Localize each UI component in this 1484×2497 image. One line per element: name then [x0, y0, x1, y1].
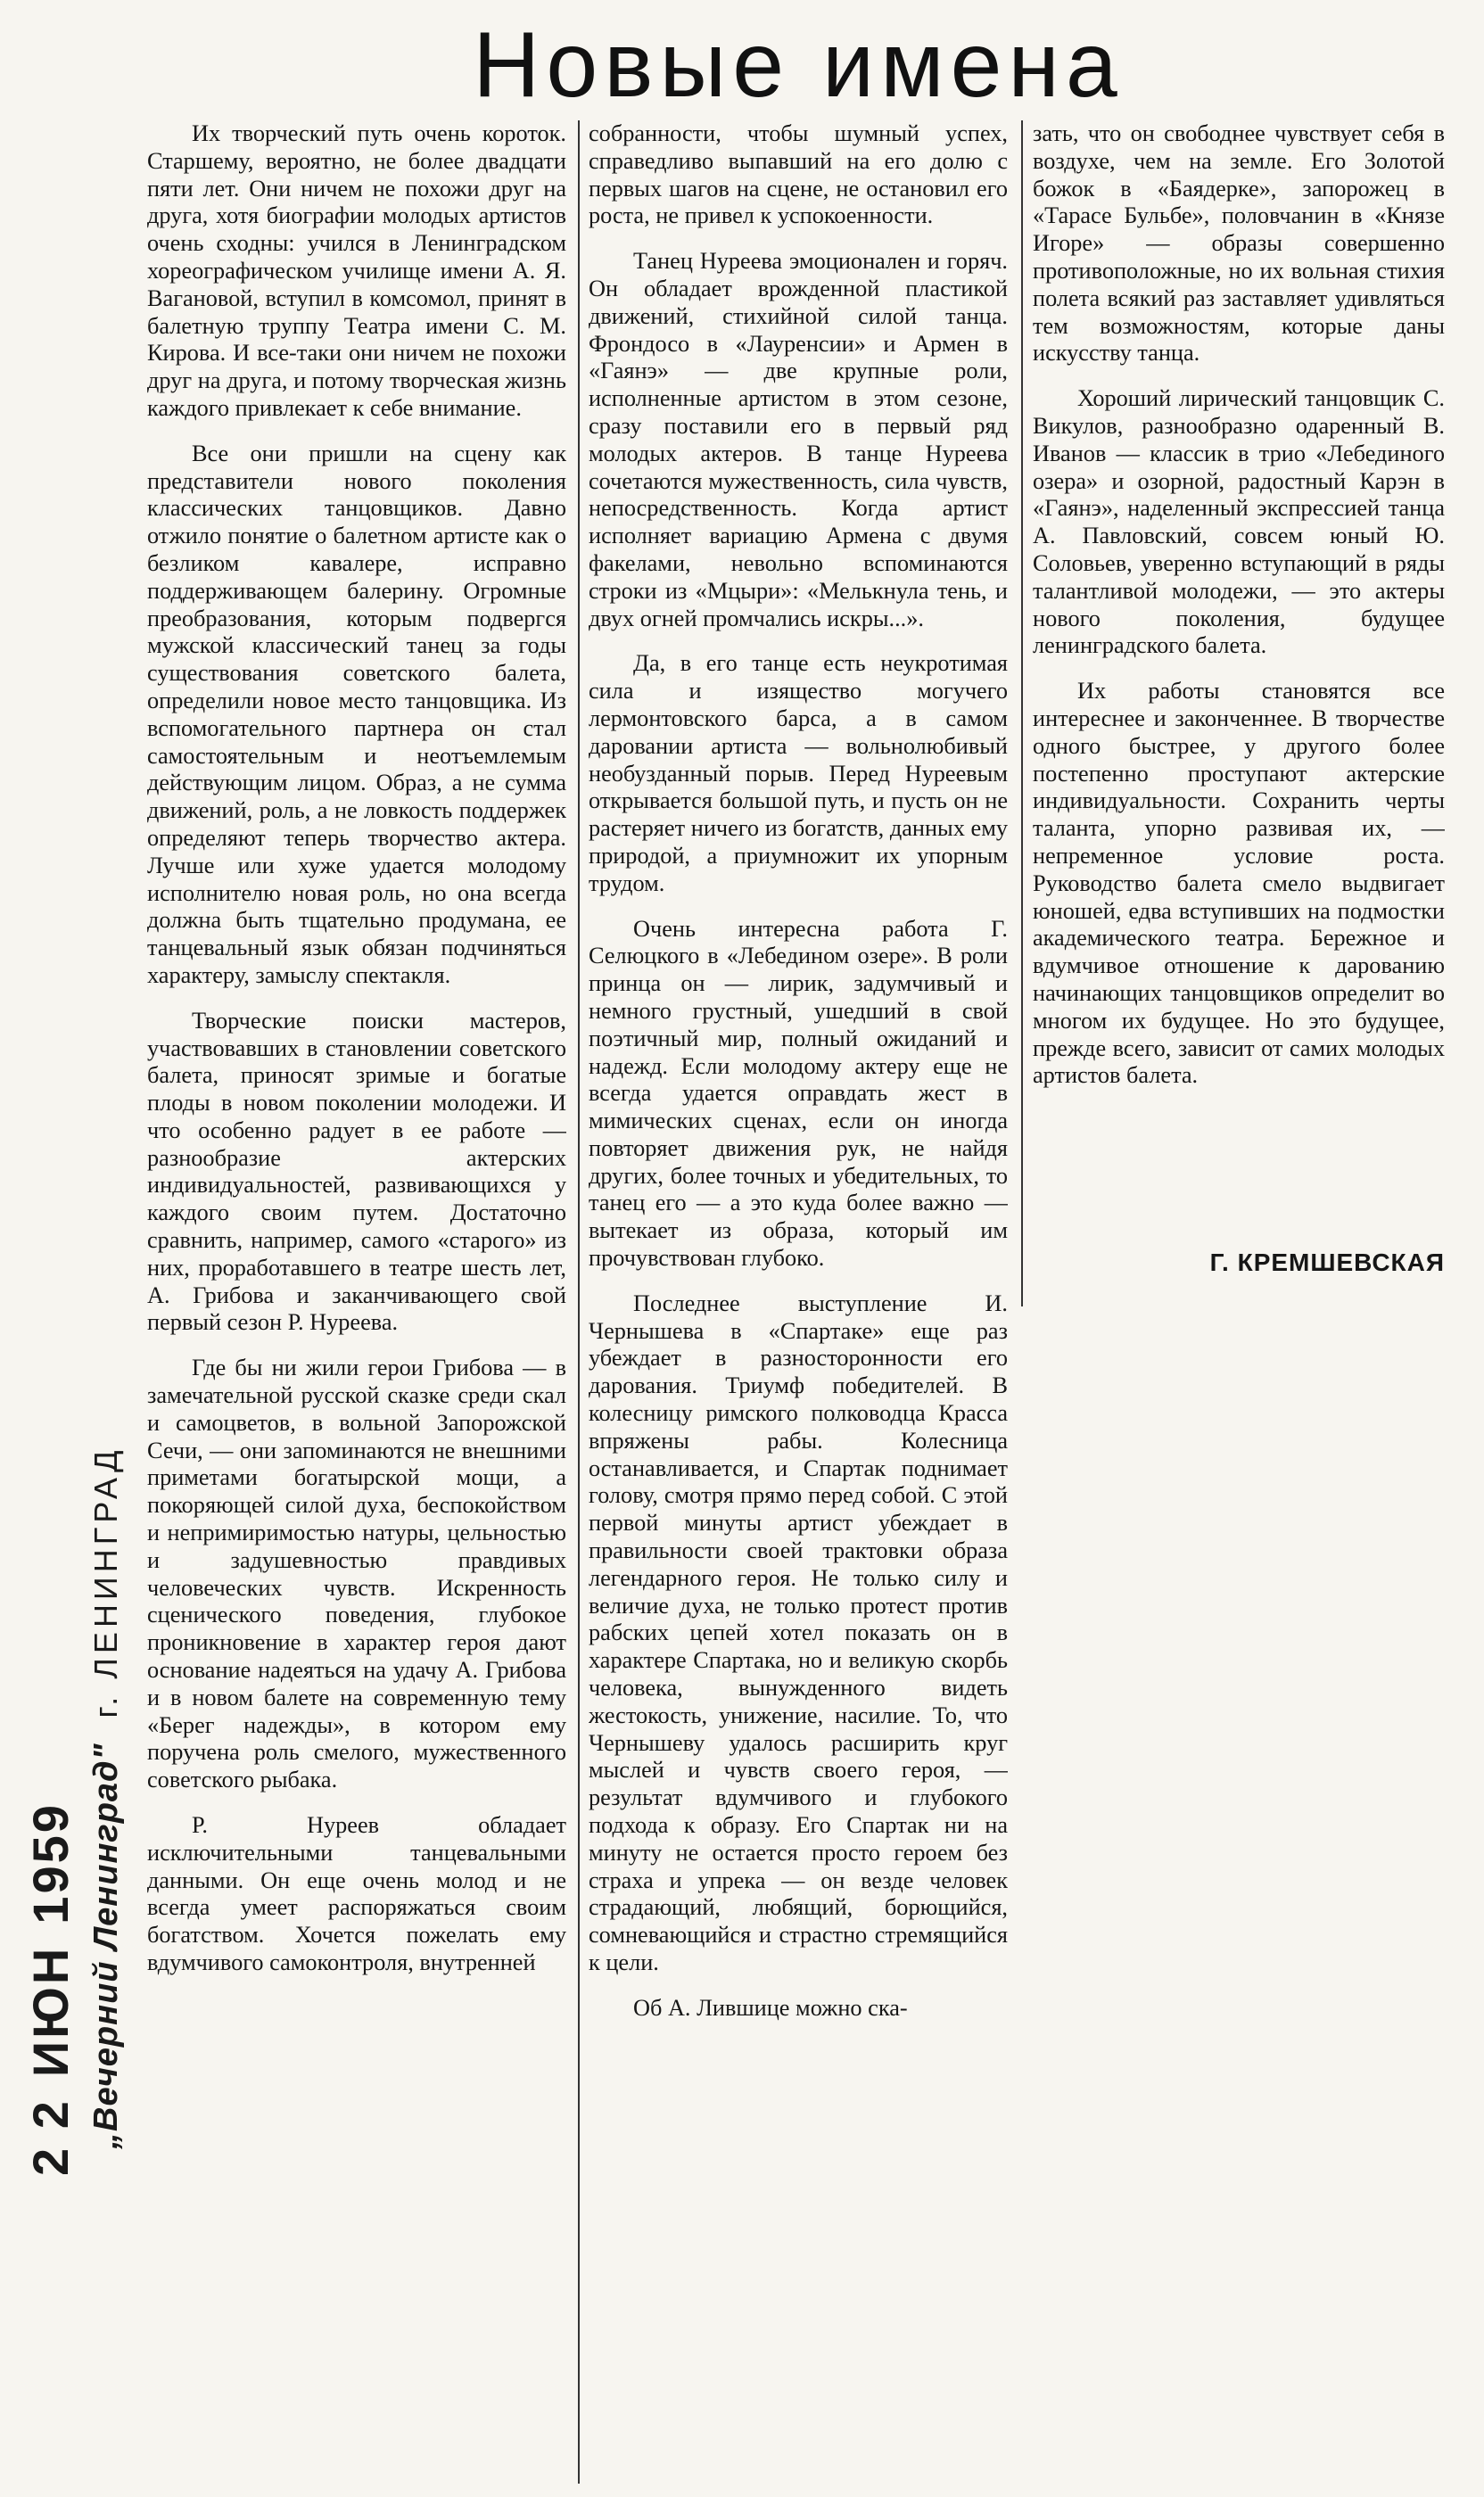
column-divider: [1021, 120, 1023, 1306]
paragraph: Творческие поиски мастеров, участвовавших в становлении советского балета, приносят зримые и богатые плоды в новом поколении молодежи. И что особенно радует в ее работе — разнообразие актерских индивидуальностей, развивающихся у каждого своим путем. Достаточно сравнить, например, самого «старого» из них, проработавшего в театре шесть лет, А. Грибова и заканчивающего свой первый сезон Р. Нуреева.: [147, 1007, 566, 1336]
article-column-1: [147, 120, 566, 2497]
author-signature: Г. КРЕМШЕВСКАЯ: [1209, 1248, 1445, 1276]
stamp-date: [22, 1446, 79, 2177]
paragraph: Р. Нуреев обладает исключительными танцевальными данными. Он еще очень молод и не всегда умеет распоряжаться своим богатством. Хочется пожелать ему вдумчивого самоконтроля, внутренней: [147, 1812, 566, 1975]
paragraph: Их работы становятся все интереснее и законченнее. В творчестве одного быстрее, у другого более постепенно проступают актерские индивидуальности. Сохранить черты таланта, упорно развивая их, — непременное условие роста. Руководство балета смело выдвигает юношей, едва вступивших на подмостки академического театра. Бережное и вдумчивое отношение к дарованию начинающих танцовщиков определит во многом их будущее. Но это будущее, прежде всего, зависит от самих молодых артистов балета.: [1033, 678, 1445, 1089]
paragraph: Хороший лирический танцовщик С. Викулов, разнообразно одаренный В. Иванов — классик в трио «Лебединого озера» и озорной, радостный Карэн в «Гаянэ», наделенный экспрессией танца А. Павловский, совсем юный Ю. Соловьев, уверенно вступающий в ряды талантливой молодежи, — это актеры нового поколения, будущее ленинградского балета.: [1033, 385, 1445, 659]
paragraph: Об А. Лившице можно ска-: [633, 1994, 908, 2021]
column-divider: [578, 120, 580, 2484]
paragraph: Танец Нуреева эмоционален и горяч. Он обладает врожденной пластикой движений, стихийной силой танца. Фрондосо в «Лауренсии» и Армен в «Гаянэ» — две крупные роли, исполненные артистом в этом сезоне, сразу поставили его в первый ряд молодых актеров. В танце Нуреева сочетаются мужественность, сила чувств, непосредственность. Когда артист исполняет вариацию Армена с двумя факелами, невольно вспоминаются строки из «Мцыри»: «Мелькнула тень, и двух огней промчались искры...».: [589, 248, 1008, 631]
stamp-month: ИЮН: [22, 1945, 78, 2078]
paragraph: Очень интересна работа Г. Селюцкого в «Лебедином озере». В роли принца он — лирик, задумчивый и немного грустный, ушедший в свой поэтичный мир, полный ожиданий и надежд. Если молодому актеру еще не всегда удается оправдать жест в мимических сценах, если он иногда повторяет движения рук, не найдя других, более точных и убедительных, то танец его — а это куда более важно — вытекает из образа, который им прочувствован глубоко.: [589, 915, 1008, 1272]
stamp-city: г. ЛЕНИНГРАД: [87, 1446, 124, 1718]
paragraph-continued: собранности, чтобы шумный успех, справедливо выпавший на его долю с первых шагов на сцене, не остановил его роста, не привел к успокоенности.: [589, 120, 1008, 229]
paragraph-continued: зать, что он свободнее чувствует себя в воздухе, чем на земле. Его Золотой божок в «Баядерке», запорожец в «Тарасе Бульбе», половчанин в «Князе Игоре» — образы совершенно противоположные, но их вольная стихия полета всякий раз заставляет удивляться тем возможностям, которые даны искусству танца.: [1033, 120, 1445, 367]
paragraph: Последнее выступление И. Чернышева в «Спартаке» еще раз убеждает в разносторонности его дарования. Триумф победителей. В колесницу римского полководца Красса впряжены рабы. Колесница останавливается, и Спартак поднимает голову, смотря прямо перед собой. С этой первой минуты артист убеждает в правильности своей трактовки образа легендарного героя. Не только силу и величие духа, не только протест против рабских цепей хотел показать он в характере Спартака, но и великую скорбь человека, вынужденного видеть жестокость, унижение, насилие. То, что Чернышеву удалось расширить круг мыслей и чувств своего героя, — результат вдумчивого и глубокого подхода к образу. Его Спартак ни на минуту не остается просто героем без страха и упрека — он везде человек страдающий, любящий, борющийся, сомневающийся и страстно стремящийся к цели.: [589, 1290, 1008, 1975]
article-column-2: [589, 120, 1008, 2497]
stamp-newspaper-name: „Вечерний Ленинград": [87, 1743, 125, 2149]
paragraph: Да, в его танце есть неукротимая сила и изящество могучего лермонтовского барса, а в самом даровании артиста — вольнолюбивый необузданный порыв. Перед Нуреевым открывается большой путь, и пусть он не растеряет ничего из богатств, данных ему природой, а приумножит их упорным трудом.: [589, 650, 1008, 896]
paragraph: Все они пришли на сцену как представители нового поколения классических танцовщиков. Давно отжило понятие о балетном артисте как о безликом кавалере, исправно поддерживающем балерину. Огромные преобразования, которым подвергся мужской классический танец за годы существования советского балета, определили новое место танцовщика. Из вспомогательного партнера он стал самостоятельным и неотъемлемым действующим лицом. Образ, а не сумма движений, роль, а не ловкость поддержек определяют теперь творчество актера. Лучше или хуже удается молодому исполнителю новая роль, но она всегда должна быть тщательно продумана, ее танцевальный язык обязан подчиняться характеру, замыслу спектакля.: [147, 440, 566, 988]
stamp-day: 2 2: [22, 2098, 78, 2176]
article-column-3: [1033, 120, 1445, 1315]
paragraph: Их творческий путь очень короток. Старшему, вероятно, не более двадцати пяти лет. Они ничем не похожи друг на друга, хотя биографии молодых артистов очень сходны: учился в Ленинградском хореографическом училище имени А. Я. Вагановой, вступил в комсомол, принят в балетную труппу Театра имени С. М. Кирова. И все-таки они ничем не похожи друг на друга, и потому творческая жизнь каждого привлекает к себе внимание.: [147, 120, 566, 421]
stamp-year: 1959: [22, 1802, 78, 1924]
article-headline: Новые имена: [473, 13, 1124, 117]
paragraph: Где бы ни жили герои Грибова — в замечательной русской сказке среди скал и самоцветов, в вольной Запорожской Сечи, — они запоминаются не внешними приметами богатырской мощи, а покоряющей силой духа, беспокойством и непримиримостью натуры, цельностью и задушевностью правдивых человеческих чувств. Искренность сценического поведения, глубокое проникновение в характер героя дают основание надеяться на удачу А. Грибова и в новом балете на современную тему «Берег надежды», в котором ему поручена роль смелого, мужественного советского рыбака.: [147, 1355, 566, 1793]
archive-date-stamp: [22, 1446, 136, 2177]
